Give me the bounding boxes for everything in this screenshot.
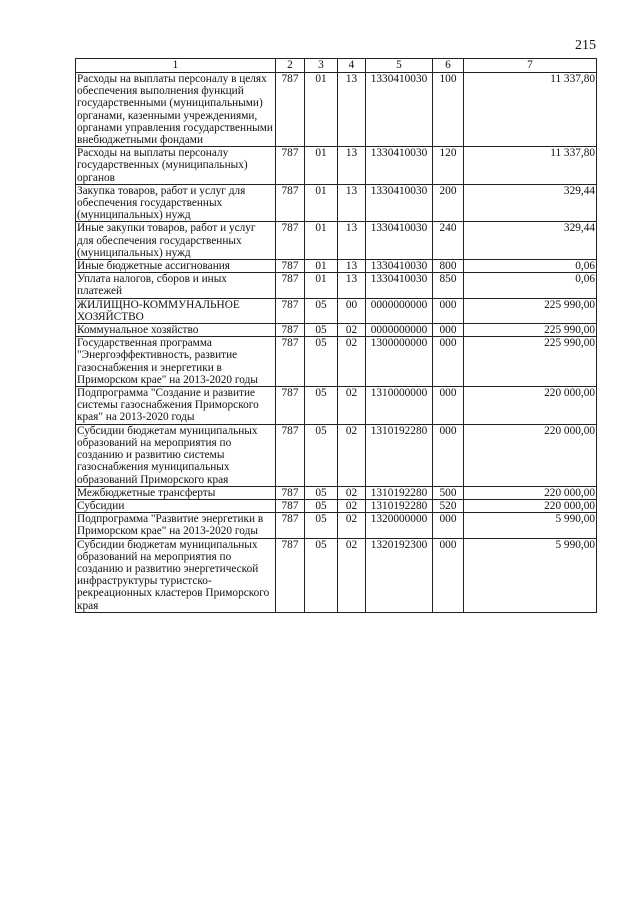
amount-cell: 225 990,00: [464, 337, 597, 387]
amount-cell: 0,06: [464, 260, 597, 273]
row-name-cell: Уплата налогов, сборов и иных платежей: [76, 273, 276, 298]
ministry-code-cell: 787: [276, 298, 305, 323]
row-name-cell: ЖИЛИЩНО-КОММУНАЛЬНОЕ ХОЗЯЙСТВО: [76, 298, 276, 323]
row-name-cell: Субсидии: [76, 499, 276, 512]
row-name-cell: Межбюджетные трансферты: [76, 486, 276, 499]
ministry-code-cell: 787: [276, 184, 305, 222]
subsection-code-cell: 13: [338, 184, 366, 222]
ministry-code-cell: 787: [276, 222, 305, 260]
expense-type-cell: 100: [433, 73, 464, 147]
table-row: [76, 486, 597, 499]
expense-type-cell: 800: [433, 260, 464, 273]
subsection-code-cell: 02: [338, 486, 366, 499]
target-article-cell: 1300000000: [366, 337, 433, 387]
amount-cell: 329,44: [464, 222, 597, 260]
section-code-cell: 05: [305, 424, 338, 486]
target-article-cell: 1310192280: [366, 486, 433, 499]
expense-type-cell: 520: [433, 499, 464, 512]
section-code-cell: 01: [305, 73, 338, 147]
expense-type-cell: 000: [433, 298, 464, 323]
target-article-cell: 0000000000: [366, 298, 433, 323]
table-row: [76, 387, 597, 425]
target-article-cell: 0000000000: [366, 324, 433, 337]
ministry-code-cell: 787: [276, 387, 305, 425]
row-name-cell: Подпрограмма "Развитие энергетики в Приморском крае" на 2013-2020 годы: [76, 513, 276, 538]
section-code-cell: 01: [305, 147, 338, 185]
expense-type-cell: 000: [433, 387, 464, 425]
ministry-code-cell: 787: [276, 337, 305, 387]
table-row: [76, 538, 597, 612]
subsection-code-cell: 13: [338, 222, 366, 260]
target-article-cell: 1330410030: [366, 184, 433, 222]
header-cell: 3: [305, 59, 338, 73]
header-cell: 6: [433, 59, 464, 73]
table-row: [76, 73, 597, 147]
ministry-code-cell: 787: [276, 260, 305, 273]
row-name-cell: Иные закупки товаров, работ и услуг для обеспечения государственных (муниципальных) нужд: [76, 222, 276, 260]
amount-cell: 0,06: [464, 273, 597, 298]
amount-cell: 220 000,00: [464, 387, 597, 425]
expense-type-cell: 000: [433, 538, 464, 612]
expense-type-cell: 120: [433, 147, 464, 185]
target-article-cell: 1330410030: [366, 222, 433, 260]
ministry-code-cell: 787: [276, 424, 305, 486]
section-code-cell: 01: [305, 273, 338, 298]
amount-cell: 329,44: [464, 184, 597, 222]
expense-type-cell: 000: [433, 513, 464, 538]
table-row: [76, 298, 597, 323]
amount-cell: 220 000,00: [464, 499, 597, 512]
table-row: [76, 260, 597, 273]
section-code-cell: 05: [305, 298, 338, 323]
ministry-code-cell: 787: [276, 147, 305, 185]
expense-type-cell: 000: [433, 337, 464, 387]
row-name-cell: Субсидии бюджетам муниципальных образований на мероприятия по созданию и развитию энергетической инфраструктуры туристско-рекреационных кластеров Приморского края: [76, 538, 276, 612]
row-name-cell: Расходы на выплаты персоналу государственных (муниципальных) органов: [76, 147, 276, 185]
row-name-cell: Иные бюджетные ассигнования: [76, 260, 276, 273]
target-article-cell: 1310192280: [366, 499, 433, 512]
table-row: [76, 324, 597, 337]
amount-cell: 11 337,80: [464, 73, 597, 147]
section-code-cell: 05: [305, 337, 338, 387]
target-article-cell: 1330410030: [366, 273, 433, 298]
target-article-cell: 1330410030: [366, 147, 433, 185]
header-cell: 1: [76, 59, 276, 73]
subsection-code-cell: 13: [338, 273, 366, 298]
ministry-code-cell: 787: [276, 513, 305, 538]
table-row: [76, 424, 597, 486]
ministry-code-cell: 787: [276, 73, 305, 147]
section-code-cell: 05: [305, 538, 338, 612]
page-number: 215: [575, 38, 596, 53]
row-name-cell: Расходы на выплаты персоналу в целях обеспечения выполнения функций государственными (муниципальными) органами, казенными учреждениями, органами управления государственными внебюджетными фондами: [76, 73, 276, 147]
target-article-cell: 1330410030: [366, 260, 433, 273]
ministry-code-cell: 787: [276, 486, 305, 499]
subsection-code-cell: 02: [338, 324, 366, 337]
amount-cell: 225 990,00: [464, 298, 597, 323]
amount-cell: 11 337,80: [464, 147, 597, 185]
header-cell: 5: [366, 59, 433, 73]
target-article-cell: 1310000000: [366, 387, 433, 425]
ministry-code-cell: 787: [276, 324, 305, 337]
subsection-code-cell: 02: [338, 387, 366, 425]
amount-cell: 225 990,00: [464, 324, 597, 337]
budget-table: [75, 58, 597, 613]
target-article-cell: 1320192300: [366, 538, 433, 612]
header-cell: 4: [338, 59, 366, 73]
table-row: [76, 499, 597, 512]
section-code-cell: 01: [305, 222, 338, 260]
table-row: [76, 147, 597, 185]
target-article-cell: 1330410030: [366, 73, 433, 147]
subsection-code-cell: 02: [338, 424, 366, 486]
ministry-code-cell: 787: [276, 538, 305, 612]
section-code-cell: 01: [305, 184, 338, 222]
target-article-cell: 1310192280: [366, 424, 433, 486]
amount-cell: 220 000,00: [464, 424, 597, 486]
subsection-code-cell: 13: [338, 260, 366, 273]
section-code-cell: 05: [305, 387, 338, 425]
section-code-cell: 05: [305, 513, 338, 538]
header-row: [76, 59, 597, 73]
table-row: [76, 337, 597, 387]
subsection-code-cell: 00: [338, 298, 366, 323]
section-code-cell: 05: [305, 324, 338, 337]
expense-type-cell: 850: [433, 273, 464, 298]
section-code-cell: 05: [305, 499, 338, 512]
row-name-cell: Подпрограмма "Создание и развитие системы газоснабжения Приморского края" на 2013-2020 годы: [76, 387, 276, 425]
subsection-code-cell: 13: [338, 147, 366, 185]
ministry-code-cell: 787: [276, 273, 305, 298]
section-code-cell: 05: [305, 486, 338, 499]
amount-cell: 220 000,00: [464, 486, 597, 499]
subsection-code-cell: 02: [338, 513, 366, 538]
table-row: [76, 513, 597, 538]
header-cell: 2: [276, 59, 305, 73]
table-row: [76, 273, 597, 298]
subsection-code-cell: 02: [338, 337, 366, 387]
table-row: [76, 184, 597, 222]
expense-type-cell: 240: [433, 222, 464, 260]
target-article-cell: 1320000000: [366, 513, 433, 538]
ministry-code-cell: 787: [276, 499, 305, 512]
row-name-cell: Субсидии бюджетам муниципальных образований на мероприятия по созданию и развитию системы газоснабжения муниципальных образований Приморского края: [76, 424, 276, 486]
expense-type-cell: 000: [433, 324, 464, 337]
amount-cell: 5 990,00: [464, 513, 597, 538]
subsection-code-cell: 13: [338, 73, 366, 147]
section-code-cell: 01: [305, 260, 338, 273]
amount-cell: 5 990,00: [464, 538, 597, 612]
header-cell: 7: [464, 59, 597, 73]
expense-type-cell: 000: [433, 424, 464, 486]
subsection-code-cell: 02: [338, 538, 366, 612]
row-name-cell: Закупка товаров, работ и услуг для обеспечения государственных (муниципальных) нужд: [76, 184, 276, 222]
row-name-cell: Коммунальное хозяйство: [76, 324, 276, 337]
row-name-cell: Государственная программа "Энергоэффективность, развитие газоснабжения и энергетики в Приморском крае" на 2013-2020 годы: [76, 337, 276, 387]
expense-type-cell: 200: [433, 184, 464, 222]
table-row: [76, 222, 597, 260]
expense-type-cell: 500: [433, 486, 464, 499]
subsection-code-cell: 02: [338, 499, 366, 512]
